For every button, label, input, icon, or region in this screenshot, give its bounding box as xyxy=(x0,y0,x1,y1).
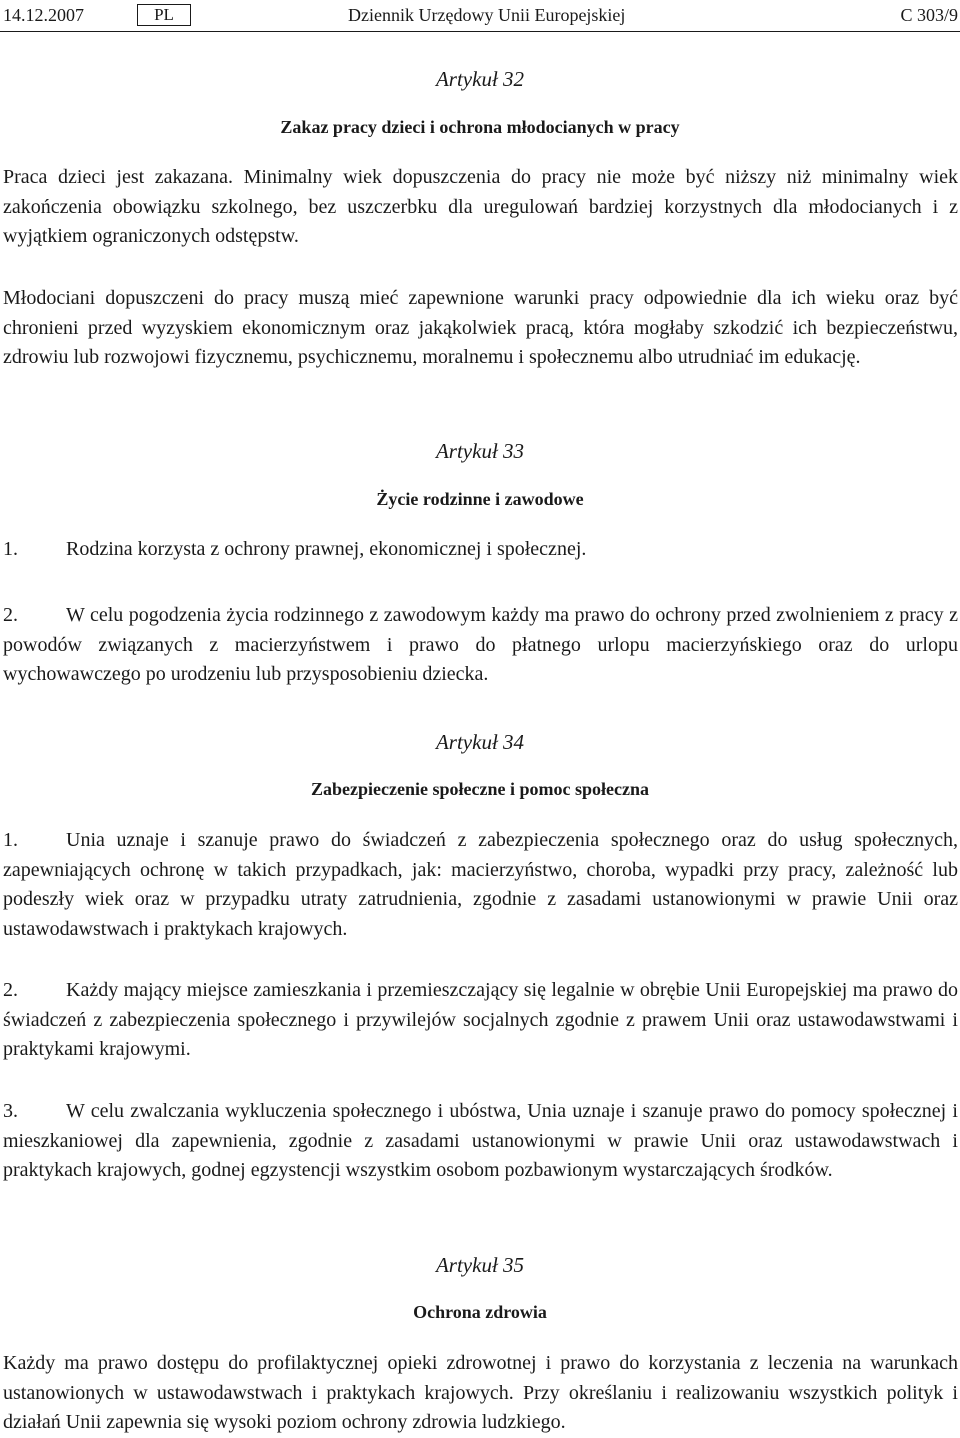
journal-title: Dziennik Urzędowy Unii Europejskiej xyxy=(348,5,626,25)
article-paragraph xyxy=(3,1349,958,1438)
language-code-box: PL xyxy=(137,4,191,26)
paragraph-text: Każdy ma prawo dostępu do profilaktycznej opieki zdrowotnej i prawo do korzystania z leczenia na warunkach ustanowionych w ustawodawstwach i praktykach krajowych. Przy określaniu i realizowaniu wszystkich polityk i działań Unii zapewnia się wysoki poziom ochrony zdrowia ludzkiego. xyxy=(3,1352,958,1433)
article-title: Ochrona zdrowia xyxy=(413,1302,547,1322)
paragraph-text: Unia uznaje i szanuje prawo do świadczeń z zabezpieczenia społecznego oraz do usług społecznych, zapewniających ochronę w takich przypadkach, jak: macierzyństwo, choroba, wypadki przy pracy, zależność lub podeszły wiek oraz w przypadku utraty zatrudnienia, zgodnie z zasadami ustanowionymi w prawie Unii oraz ustawodawstwach i praktykach krajowych. xyxy=(3,829,958,940)
article-title: Zakaz pracy dzieci i ochrona młodocianych w pracy xyxy=(280,117,680,137)
paragraph-number: 2. xyxy=(3,604,18,626)
article-number: Artykuł 33 xyxy=(435,439,525,463)
journal-reference: C 303/9 xyxy=(900,5,958,25)
paragraph-number: 1. xyxy=(3,538,18,560)
article-title: Życie rodzinne i zawodowe xyxy=(376,489,584,509)
paragraph-text: W celu zwalczania wykluczenia społecznego i ubóstwa, Unia uznaje i szanuje prawo do pomocy społecznej i mieszkaniowej dla zapewnienia, zgodnie z zasadami ustanowionymi w prawie Unii oraz ustawodawstwach i praktykach krajowych, godnej egzystencji wszystkim osobom pozbawionym wystarczających środków. xyxy=(3,1100,958,1181)
article-paragraph xyxy=(3,163,958,252)
paragraph-number: 1. xyxy=(3,829,18,851)
article-number: Artykuł 35 xyxy=(435,1253,525,1277)
paragraph-text: Rodzina korzysta z ochrony prawnej, ekonomicznej i społecznej. xyxy=(66,538,587,560)
paragraph-number: 2. xyxy=(3,979,18,1001)
article-paragraph xyxy=(3,535,958,565)
paragraph-number: 3. xyxy=(3,1100,18,1122)
header-divider xyxy=(0,31,960,32)
article-number: Artykuł 32 xyxy=(435,67,525,91)
paragraph-text: Praca dzieci jest zakazana. Minimalny wiek dopuszczenia do pracy nie może być niższy niż minimalny wiek zakończenia obowiązku szkolnego, bez uszczerbku dla uregulowań bardziej korzystnych dla młodocianych i z wyjątkiem ograniczonych odstępstw. xyxy=(3,166,958,247)
paragraph-text: W celu pogodzenia życia rodzinnego z zawodowym każdy ma prawo do ochrony przed zwolnieniem z pracy z powodów związanych z macierzyństwem i prawo do płatnego urlopu macierzyńskiego oraz do urlopu wychowawczego po urodzeniu lub przysposobieniu dziecka. xyxy=(3,604,958,685)
paragraph-text: Każdy mający miejsce zamieszkania i przemieszczający się legalnie w obrębie Unii Europejskiej ma prawo do świadczeń z zabezpieczenia społecznego i przywilejów socjalnych zgodnie z prawem Unii oraz ustawodawstwami i praktykami krajowymi. xyxy=(3,979,958,1060)
article-paragraph xyxy=(3,601,958,690)
paragraph-text: Młodociani dopuszczeni do pracy muszą mieć zapewnione warunki pracy odpowiednie dla ich wieku oraz być chronieni przed wyzyskiem ekonomicznym oraz jakąkolwiek pracą, która mogłaby szkodzić ich bezpieczeństwu, zdrowiu lub rozwojowi fizycznemu, psychicznemu, moralnemu i społecznemu albo utrudniać im edukację. xyxy=(3,287,958,368)
article-paragraph xyxy=(3,976,958,1065)
page-header xyxy=(0,4,960,30)
article-number: Artykuł 34 xyxy=(435,730,525,754)
publication-date: 14.12.2007 xyxy=(3,5,84,25)
article-paragraph xyxy=(3,1097,958,1186)
article-paragraph xyxy=(3,826,958,944)
article-title: Zabezpieczenie społeczne i pomoc społeczna xyxy=(311,779,649,799)
article-paragraph xyxy=(3,284,958,373)
